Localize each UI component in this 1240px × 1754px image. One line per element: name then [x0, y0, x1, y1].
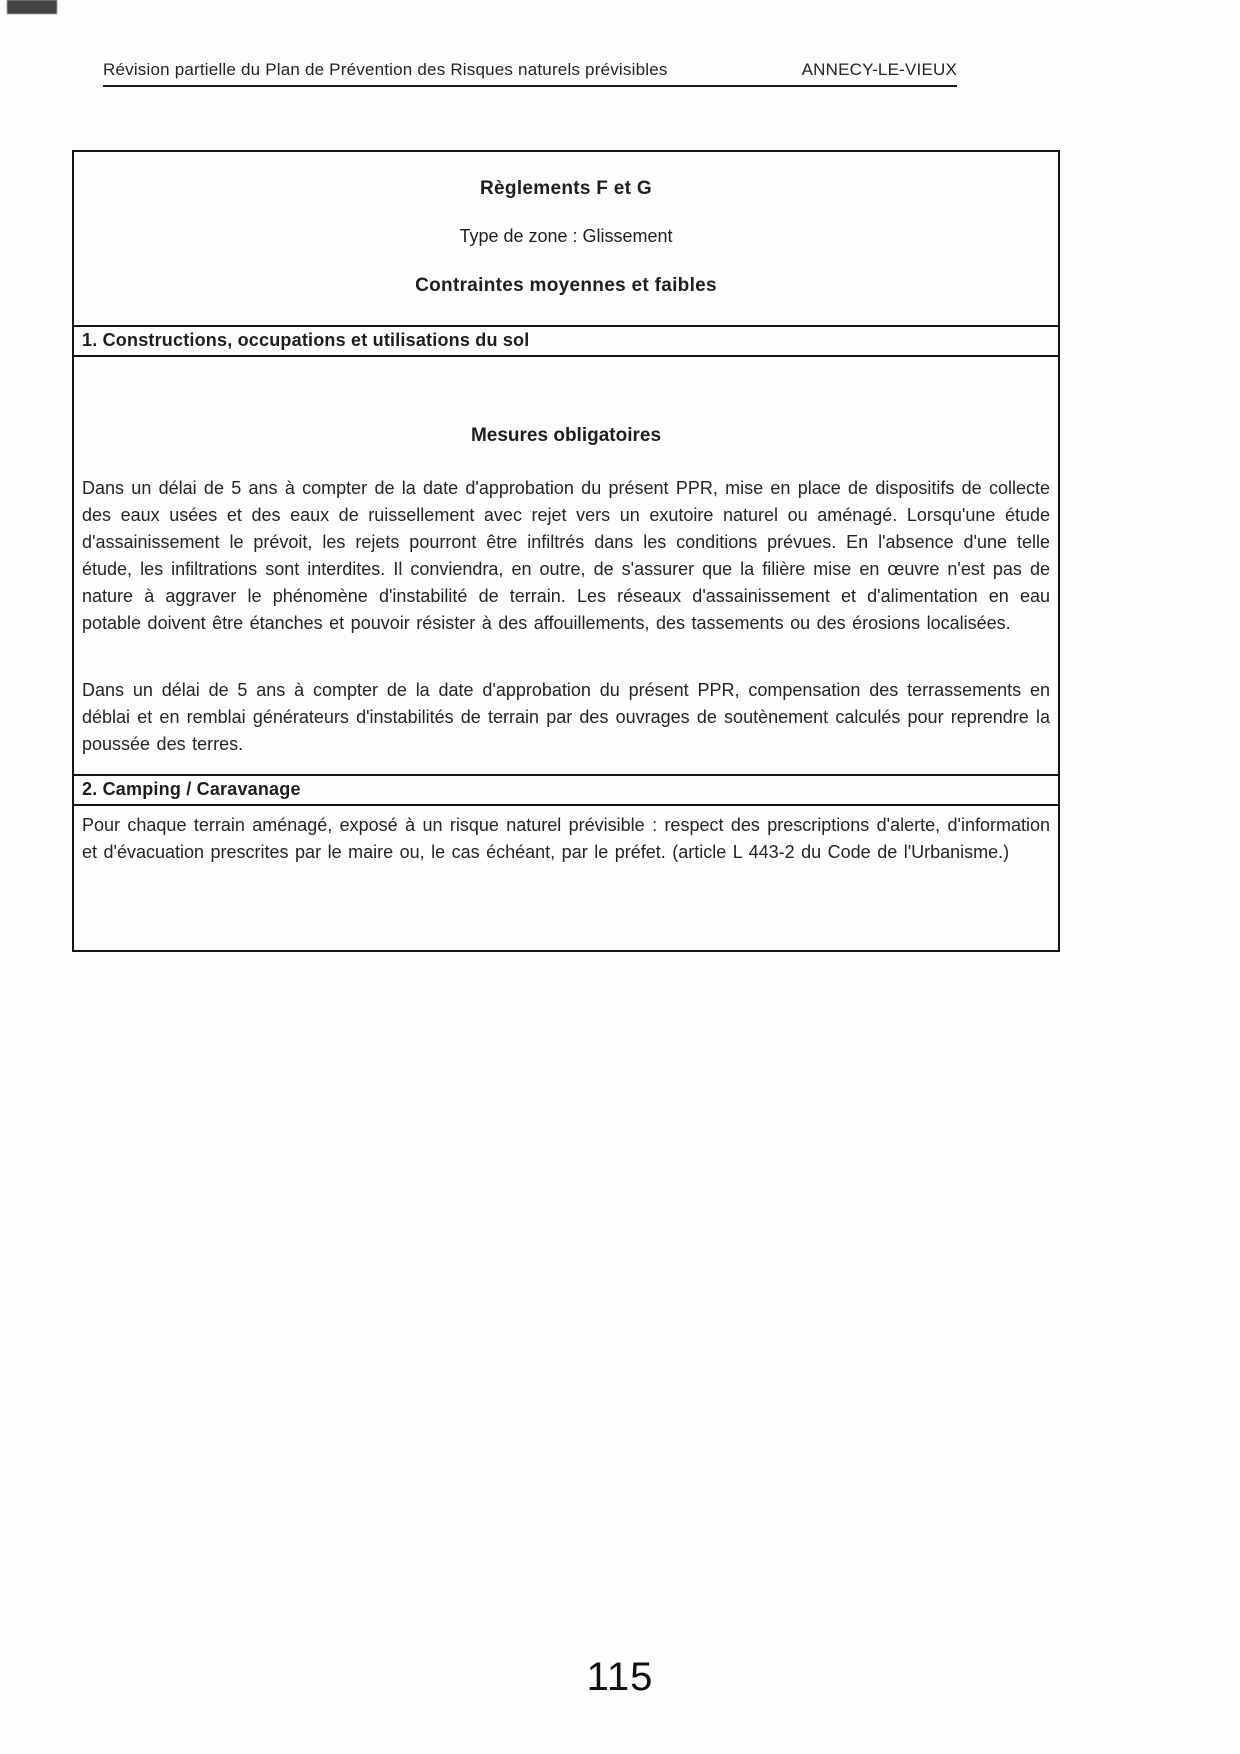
header-title: Révision partielle du Plan de Prévention des Risques naturels prévisibles — [103, 60, 668, 79]
page-number: 115 — [586, 1655, 654, 1699]
constraints-subtitle: Contraintes moyennes et faibles — [415, 275, 717, 296]
measures-subheading: Mesures obligatoires — [470, 425, 662, 446]
section-heading-constructions: 1. Constructions, occupations et utilisations du sol — [74, 325, 1058, 357]
paragraph-terracing: Dans un délai de 5 ans à compter de la date d'approbation du présent PPR, compensation des terrassements en déblai et en remblai générateurs d'instabilités de terrain par des ouvrages de soutènement calculés pour reprendre la poussée des terres. — [82, 680, 1050, 754]
zone-type: Type de zone : Glissement — [459, 226, 673, 246]
scan-artifact — [7, 0, 57, 14]
regulation-box — [72, 150, 1060, 952]
regulation-title: Règlements F et G — [480, 178, 652, 199]
section-heading-camping: 2. Camping / Caravanage — [74, 774, 1058, 806]
paragraph-camping: Pour chaque terrain aménagé, exposé à un risque naturel prévisible : respect des prescriptions d'alerte, d'information et d'évacuation prescrites par le maire ou, le cas échéant, par le préfet. (article L 443-2 du Code de l'Urbanisme.) — [82, 815, 1050, 862]
header-commune: ANNECY-LE-VIEUX — [801, 60, 957, 79]
running-header — [103, 60, 957, 87]
paragraph-drainage: Dans un délai de 5 ans à compter de la date d'approbation du présent PPR, mise en place de dispositifs de collecte des eaux usées et des eaux de ruissellement avec rejet vers un exutoire naturel ou aménagé. Lorsqu'une étude d'assainissement le prévoit, les rejets pourront être infiltrés dans les conditions prévues. En l'absence d'une telle étude, les infiltrations sont interdites. Il conviendra, en outre, de s'assurer que la filière mise en œuvre n'est pas de nature à aggraver le phénomène d'instabilité de terrain. Les réseaux d'assainissement et d'alimentation en eau potable doivent être étanches et pouvoir résister à des affouillements, des tassements ou des érosions localisées. — [82, 478, 1050, 633]
